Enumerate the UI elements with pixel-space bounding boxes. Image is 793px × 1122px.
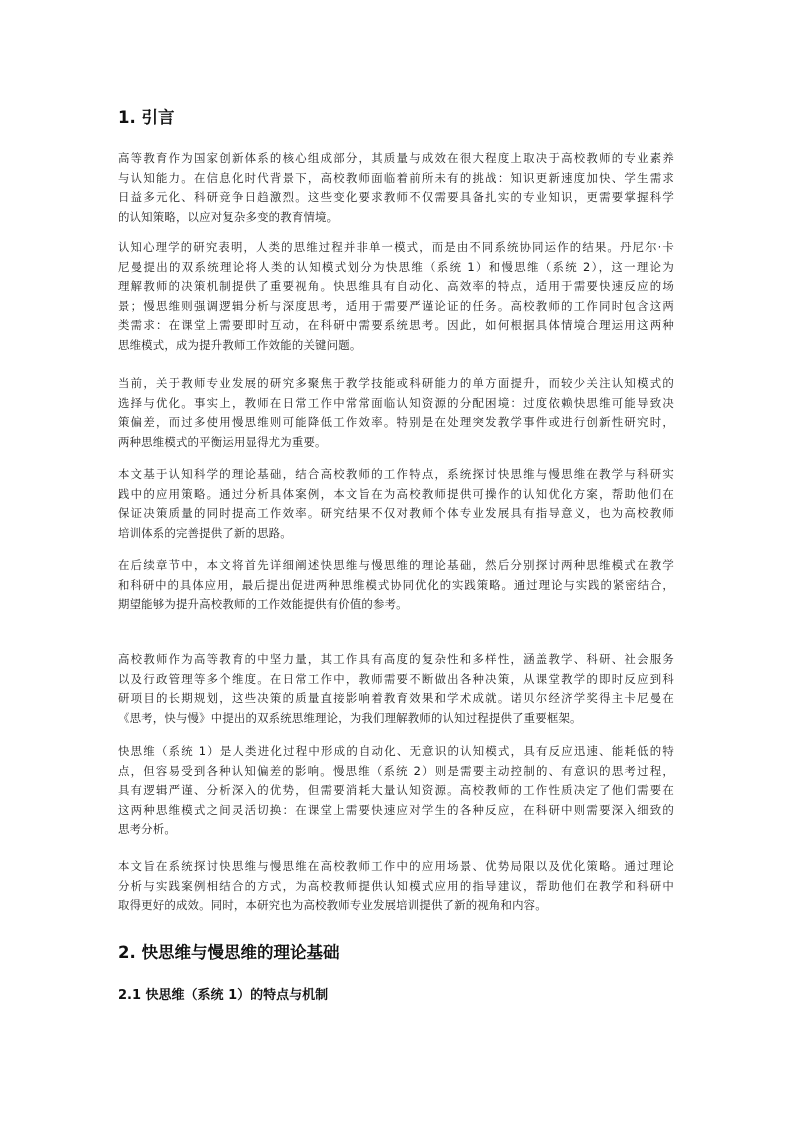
paragraph-line: 保证决策质量的同时提高工作效率。研究结果不仅对教师个体专业发展具有指导意义，也为高校教师 (118, 506, 674, 520)
paragraph (118, 857, 674, 916)
paragraph-line: 研项目的长期规划，这些决策的质量直接影响着教育效果和学术成就。诺贝尔经济学奖得主卡尼曼在 (118, 691, 674, 705)
paragraph-line: 这两种思维模式之间灵活切换：在课堂上需要快速应对学生的各种反应，在科研中则需要深入细致的 (118, 802, 674, 817)
paragraph-line: 高校教师作为高等教育的中坚力量，其工作具有高度的复杂性和多样性，涵盖教学、科研、社会服务 (118, 652, 674, 666)
paragraph (118, 650, 674, 728)
paragraph-line: 本文基于认知科学的理论基础，结合高校教师的工作特点，系统探讨快思维与慢思维在教学与科研实 (118, 467, 674, 481)
paragraph-line: 以及行政管理等多个维度。在日常工作中，教师需要不断做出各种决策，从课堂教学的即时反应到科 (118, 671, 674, 686)
paragraph-line: 景；慢思维则强调逻辑分析与深度思考，适用于需要严谨论证的任务。高校教师的工作同时包含这两 (118, 298, 674, 313)
paragraph-line: 期望能够为提升高校教师的工作效能提供有价值的参考。 (118, 597, 408, 611)
paragraph (118, 556, 674, 615)
paragraph (118, 742, 674, 840)
paragraph-line: 的认知策略，以应对复杂多变的教育情境。 (118, 209, 339, 224)
paragraph-line: 策偏差，而过多使用慢思维则可能降低工作效率。特别是在处理突发教学事件或进行创新性研究时， (118, 415, 674, 429)
paragraph-line: 日益多元化、科研竞争日趋激烈。这些变化要求教师不仅需要具备扎实的专业知识，更需要掌握科学 (118, 190, 674, 204)
paragraph-line: 和科研中的具体应用，最后提出促进两种思维模式协同优化的实践策略。通过理论与实践的紧密结合， (118, 577, 674, 592)
paragraph-line: 思考分析。 (118, 822, 176, 836)
section-2-1-subheading: 2.1 快思维（系统 1）的特点与机制 (118, 988, 329, 1003)
paragraph-line: 取得更好的成效。同时，本研究也为高校教师专业发展培训提供了新的视角和内容。 (118, 898, 547, 912)
paragraph (118, 149, 674, 227)
paragraph-line: 培训体系的完善提供了新的思路。 (118, 525, 292, 540)
paragraph-line: 认知心理学的研究表明，人类的思维过程并非单一模式，而是由不同系统协同运作的结果。丹尼尔·卡 (118, 240, 674, 254)
paragraph-line: 与认知能力。在信息化时代背景下，高校教师面临着前所未有的挑战：知识更新速度加快、学生需求 (118, 170, 674, 185)
paragraph-line: 在后续章节中，本文将首先详细阐述快思维与慢思维的理论基础，然后分别探讨两种思维模式在教学 (118, 558, 674, 572)
paragraph (118, 465, 674, 543)
paragraph-line: 本文旨在系统探讨快思维与慢思维在高校教师工作中的应用场景、优势局限以及优化策略。通过理论 (118, 859, 674, 873)
paragraph-line: 两种思维模式的平衡运用显得尤为重要。 (118, 434, 327, 449)
paragraph-line: 思维模式，成为提升教师工作效能的关键问题。 (118, 337, 362, 352)
paragraph-line: 点，但容易受到各种认知偏差的影响。慢思维（系统 2）则是需要主动控制的、有意识的思考过程， (118, 763, 674, 778)
paragraph (118, 374, 674, 452)
paragraph-line: 选择与优化。事实上，教师在日常工作中常常面临认知资源的分配困境：过度依赖快思维可能导致决 (118, 395, 674, 410)
section-2-heading: 2. 快思维与慢思维的理论基础 (118, 943, 340, 962)
paragraph-line: 理解教师的决策机制提供了重要视角。快思维具有自动化、高效率的特点，适用于需要快速反应的场 (118, 279, 674, 293)
paragraph-line: 快思维（系统 1）是人类进化过程中形成的自动化、无意识的认知模式，具有反应迅速、能耗低的特 (118, 744, 674, 758)
paragraph (118, 238, 674, 355)
paragraph-line: 具有逻辑严谨、分析深入的优势，但需要消耗大量认知资源。高校教师的工作性质决定了他们需要在 (118, 783, 674, 797)
paragraph-line: 高等教育作为国家创新体系的核心组成部分，其质量与成效在很大程度上取决于高校教师的专业素养 (118, 151, 674, 165)
paragraph-line: 当前，关于教师专业发展的研究多聚焦于教学技能或科研能力的单方面提升，而较少关注认知模式的 (118, 376, 674, 390)
paragraph-line: 践中的应用策略。通过分析具体案例，本文旨在为高校教师提供可操作的认知优化方案，帮助他们在 (118, 486, 674, 501)
paragraph-line: 尼曼提出的双系统理论将人类的认知模式划分为快思维（系统 1）和慢思维（系统 2），这一理论为 (118, 259, 674, 274)
paragraph-line: 分析与实践案例相结合的方式，为高校教师提供认知模式应用的指导建议，帮助他们在教学和科研中 (118, 878, 674, 893)
paragraph-line: 类需求：在课堂上需要即时互动，在科研中需要系统思考。因此，如何根据具体情境合理运用这两种 (118, 318, 674, 332)
paragraph-line: 《思考，快与慢》中提出的双系统思维理论，为我们理解教师的认知过程提供了重要框架。 (118, 710, 582, 725)
section-1-heading: 1. 引言 (118, 108, 175, 127)
